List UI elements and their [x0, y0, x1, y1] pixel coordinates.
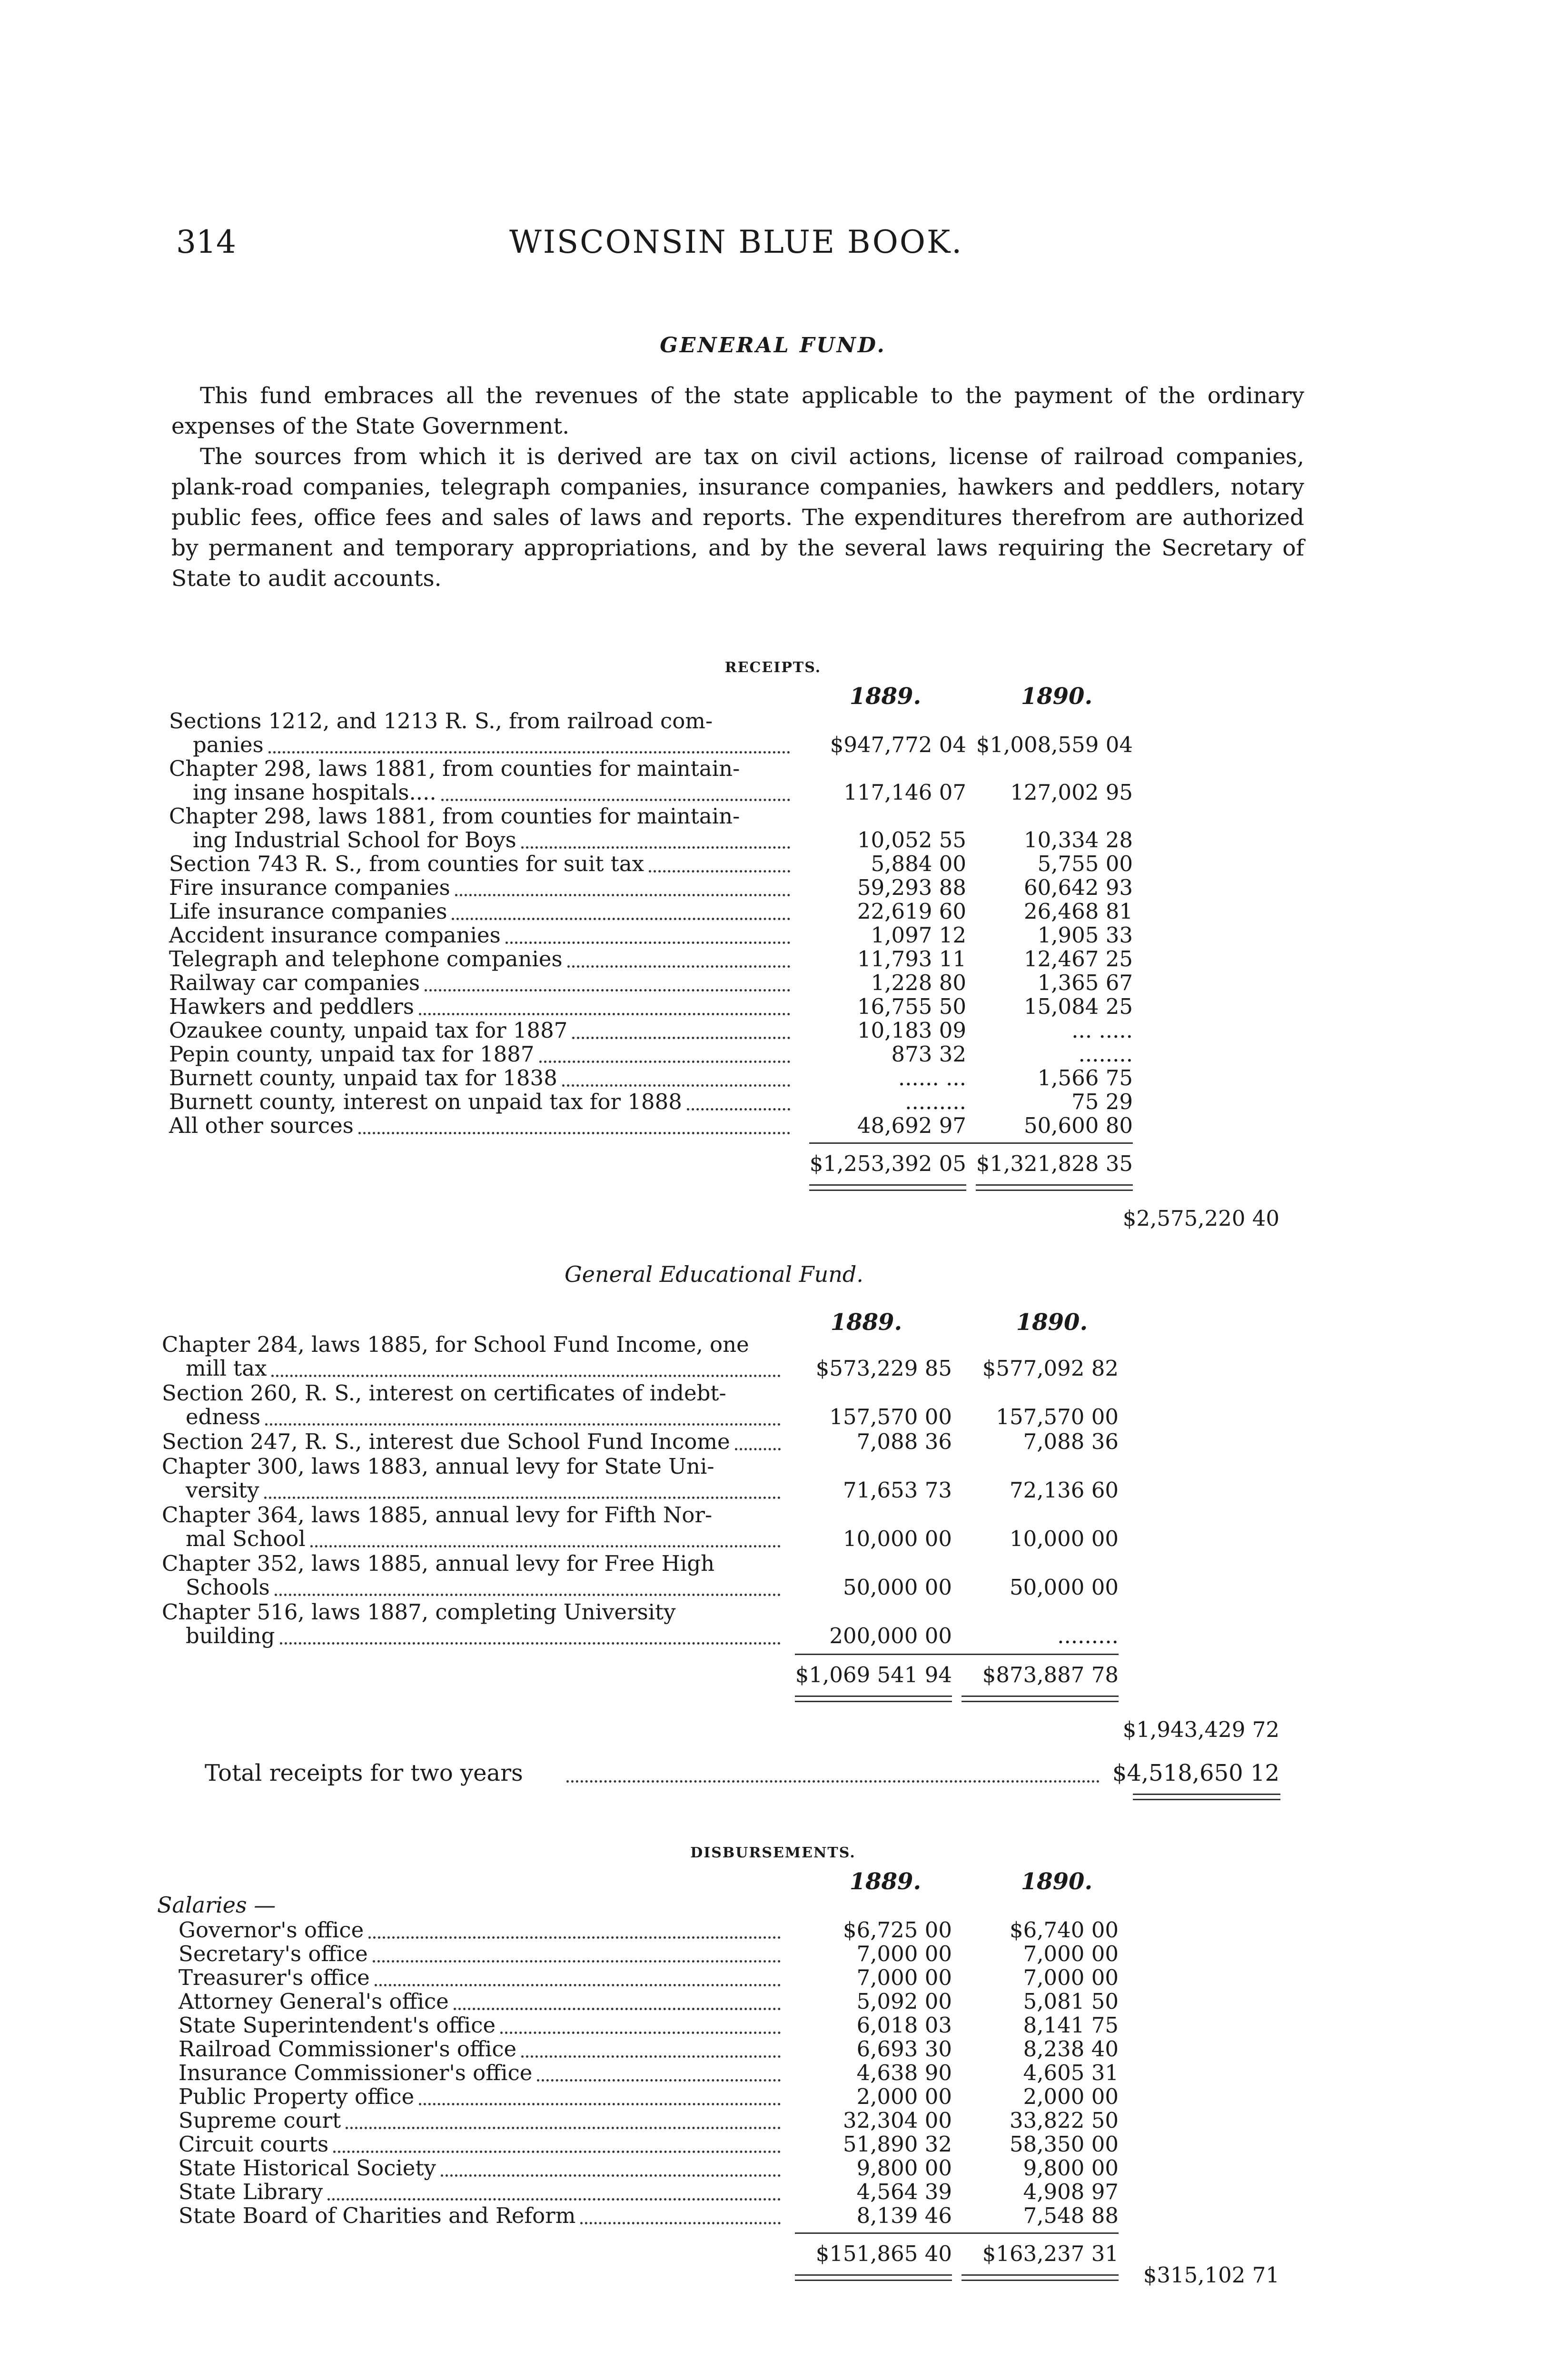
value-1889: 4,564 39: [856, 2179, 952, 2204]
subtotal-1889: $1,069 541 94: [795, 1662, 952, 1687]
value-1889: 6,693 30: [856, 2036, 952, 2062]
leader-dots: [687, 1108, 790, 1111]
value-1890: 12,467 25: [1023, 946, 1133, 972]
leader-dots: [572, 1037, 790, 1039]
table-row: [0, 2109, 1546, 2132]
paragraph-2: The sources from which it is derived are tax on civil actions, license of railroad companies, plank-road companies, telegraph companies, insurance companies, hawkers and peddlers, notary public fees, office fees and sales of laws and reports. The expenditures therefrom are authorized by permanent and temporary appropriations, and by the several laws requiring the Secretary of State to audit accounts.: [171, 444, 1304, 592]
table-row: [0, 781, 1546, 804]
subtotal-1890: $873,887 78: [982, 1662, 1119, 1687]
row-label: Chapter 300, laws 1883, annual levy for State Uni-: [162, 1454, 714, 1479]
grand-total-value: $2,575,220 40: [1122, 1206, 1279, 1231]
row-label: State Superintendent's office: [178, 2013, 496, 2038]
value-1890: 7,000 00: [1023, 1965, 1119, 1990]
leader-dots: [280, 1642, 781, 1645]
subtotal-rule: [795, 1654, 1119, 1655]
grand-total-row: [0, 2263, 1546, 2290]
table-row: [0, 1576, 1546, 1599]
subtotal-1889: $151,865 40: [815, 2241, 952, 2266]
value-1889: 200,000 00: [829, 1623, 952, 1648]
row-label: Burnett county, interest on unpaid tax for 1888: [169, 1089, 682, 1114]
value-1890: 50,600 80: [1023, 1113, 1133, 1138]
value-1889: 10,052 55: [857, 827, 966, 853]
row-label: Life insurance companies: [169, 899, 447, 924]
value-1889: ...... ...: [898, 1065, 966, 1091]
table-row: [0, 2156, 1546, 2180]
row-label-continued: ing insane hospitals....: [193, 780, 436, 805]
leader-dots: [735, 1448, 781, 1450]
receipts-year-1889: 1889.: [849, 683, 922, 710]
row-label: Circuit courts: [178, 2132, 329, 2157]
table-row: [0, 1918, 1546, 1942]
leader-dots: [358, 1132, 790, 1134]
value-1890: 9,800 00: [1023, 2155, 1119, 2181]
table-row: [0, 852, 1546, 876]
table-row: [0, 1357, 1546, 1380]
table-row: [0, 1381, 1546, 1405]
row-label: All other sources: [169, 1113, 354, 1138]
value-1890: 7,000 00: [1023, 1941, 1119, 1966]
table-row: [0, 1478, 1546, 1502]
row-label: Section 247, R. S., interest due School Fund Income: [162, 1429, 730, 1454]
double-rule: [976, 1184, 1133, 1191]
subtotal-1890: $1,321,828 35: [976, 1151, 1133, 1176]
value-1889: 71,653 73: [842, 1478, 952, 1503]
table-row: [0, 947, 1546, 971]
table-row: [0, 2180, 1546, 2204]
table-row: [0, 1966, 1546, 1990]
value-1889: $573,229 85: [815, 1356, 952, 1381]
page-number: 314: [176, 224, 236, 260]
value-1889: 50,000 00: [842, 1575, 952, 1600]
row-label-continued: Schools: [186, 1575, 270, 1600]
grand-total-row: [0, 1207, 1546, 1233]
educational-fund-heading: General Educational Fund.: [565, 1261, 863, 1287]
leader-dots: [268, 751, 790, 754]
value-1889: 6,018 03: [856, 2013, 952, 2038]
table-row: [0, 923, 1546, 947]
table-row: [0, 1066, 1546, 1090]
value-1890: 26,468 81: [1023, 899, 1133, 924]
double-rule: [1133, 1794, 1280, 1800]
value-1890: 4,908 97: [1023, 2179, 1119, 2204]
value-1890: 75 29: [1071, 1089, 1133, 1114]
leader-dots: [452, 918, 790, 920]
table-row: [0, 1405, 1546, 1429]
table-row: [0, 828, 1546, 852]
row-label: Section 743 R. S., from counties for suit tax: [169, 851, 644, 876]
value-1889: 10,183 09: [857, 1018, 966, 1043]
value-1890: 10,334 28: [1023, 827, 1133, 853]
value-1890: 8,238 40: [1023, 2036, 1119, 2062]
row-label: Fire insurance companies: [169, 875, 450, 900]
table-row: [0, 804, 1546, 828]
receipts-year-1890: 1890.: [1021, 683, 1093, 710]
subtotal-row: [0, 1152, 1546, 1178]
leader-dots: [264, 1497, 781, 1499]
subtotal-rule: [809, 1142, 1133, 1144]
leader-dots: [327, 2198, 781, 2201]
table-row: [0, 1527, 1546, 1551]
educational-year-1889: 1889.: [830, 1309, 902, 1336]
value-1889: $947,772 04: [830, 732, 966, 757]
table-row: [0, 1503, 1546, 1527]
table-row: [0, 2204, 1546, 2228]
value-1890: $6,740 00: [1009, 1917, 1119, 1943]
value-1889: 1,228 80: [871, 970, 966, 995]
row-label-continued: building: [186, 1623, 275, 1648]
value-1890: ........: [1078, 1041, 1133, 1067]
value-1889: 4,638 90: [856, 2060, 952, 2085]
table-row: [0, 876, 1546, 900]
leader-dots: [562, 1084, 790, 1087]
value-1890: 33,822 50: [1009, 2108, 1119, 2133]
value-1889: 117,146 07: [843, 780, 966, 805]
table-row: [0, 709, 1546, 733]
value-1889: 59,293 88: [857, 875, 966, 900]
value-1890: $1,008,559 04: [976, 732, 1133, 757]
leader-dots: [441, 799, 790, 801]
value-1890: 15,084 25: [1023, 994, 1133, 1019]
row-label: Supreme court: [178, 2108, 341, 2133]
row-label: Section 260, R. S., interest on certificates of indebt-: [162, 1380, 726, 1406]
value-1890: 1,905 33: [1037, 922, 1133, 948]
grand-total-value: $315,102 71: [1143, 2262, 1279, 2288]
table-row: [0, 971, 1546, 995]
value-1889: 7,000 00: [856, 1965, 952, 1990]
value-1889: 22,619 60: [857, 899, 966, 924]
double-rule: [961, 1696, 1119, 1702]
leader-dots: [580, 2222, 781, 2224]
subtotal-rule: [795, 2232, 1119, 2234]
receipts-heading: RECEIPTS.: [724, 659, 822, 676]
leader-dots: [275, 1594, 781, 1596]
leader-dots: [419, 2103, 781, 2105]
leader-dots: [537, 2079, 781, 2082]
disbursements-year-1890: 1890.: [1021, 1868, 1093, 1895]
total-receipts-row: [0, 1761, 1546, 1790]
value-1890: 5,081 50: [1023, 1989, 1119, 2014]
value-1889: 7,000 00: [856, 1941, 952, 1966]
row-label: Chapter 516, laws 1887, completing University: [162, 1599, 676, 1625]
leader-dots: [310, 1545, 781, 1547]
table-row: [0, 1552, 1546, 1576]
row-label: Railroad Commissioner's office: [178, 2036, 517, 2062]
row-label: Public Property office: [178, 2084, 415, 2109]
table-row: [0, 2037, 1546, 2061]
row-label: Chapter 284, laws 1885, for School Fund Income, one: [162, 1332, 749, 1357]
leader-dots: [454, 2008, 781, 2010]
row-label-continued: mill tax: [186, 1356, 267, 1381]
educational-year-1890: 1890.: [1016, 1309, 1088, 1336]
table-row: [0, 995, 1546, 1019]
row-label: Pepin county, unpaid tax for 1887: [169, 1041, 535, 1067]
leader-dots: [500, 2032, 781, 2034]
leader-dots: [441, 2174, 781, 2177]
disbursements-heading: DISBURSEMENTS.: [690, 1844, 856, 1861]
row-label: Governor's office: [178, 1917, 364, 1943]
row-label: Chapter 352, laws 1885, annual levy for Free High: [162, 1551, 715, 1576]
table-row: [0, 1990, 1546, 2013]
leader-dots: [425, 989, 790, 992]
general-fund-title: GENERAL FUND.: [660, 333, 886, 357]
row-label: Attorney General's office: [178, 1989, 449, 2014]
table-row: [0, 733, 1546, 757]
leader-dots: [521, 2055, 781, 2058]
row-label: Burnett county, unpaid tax for 1838: [169, 1065, 557, 1091]
value-1889: 2,000 00: [856, 2084, 952, 2109]
book-title: WISCONSIN BLUE BOOK.: [509, 224, 963, 260]
value-1890: 1,566 75: [1037, 1065, 1133, 1091]
row-label-continued: panies: [193, 732, 264, 757]
leader-dots: [566, 1780, 1100, 1783]
subtotal-1890: $163,237 31: [982, 2241, 1119, 2266]
value-1889: 10,000 00: [842, 1526, 952, 1551]
row-label: Insurance Commissioner's office: [178, 2060, 533, 2085]
table-row: [0, 2013, 1546, 2037]
value-1889: 7,088 36: [856, 1429, 952, 1454]
table-row: [0, 1600, 1546, 1624]
leader-dots: [271, 1375, 781, 1377]
leader-dots: [265, 1423, 781, 1426]
total-receipts-label: Total receipts for two years: [205, 1760, 523, 1786]
row-label: Railway car companies: [169, 970, 420, 995]
value-1889: 32,304 00: [842, 2108, 952, 2133]
value-1890: 72,136 60: [1009, 1478, 1119, 1503]
table-row: [0, 1019, 1546, 1042]
value-1890: 157,570 00: [996, 1404, 1119, 1429]
value-1889: 51,890 32: [842, 2132, 952, 2157]
disbursements-year-1889: 1889.: [849, 1868, 922, 1895]
value-1889: 8,139 46: [856, 2203, 952, 2228]
value-1890: .........: [1057, 1623, 1119, 1648]
row-label: Sections 1212, and 1213 R. S., from railroad com-: [169, 708, 713, 734]
table-row: [0, 900, 1546, 923]
table-row: [0, 1090, 1546, 1114]
value-1890: 1,365 67: [1037, 970, 1133, 995]
table-row: [0, 2061, 1546, 2085]
grand-total-row: [0, 1718, 1546, 1744]
row-label: State Board of Charities and Reform: [178, 2203, 576, 2228]
leader-dots: [333, 2151, 781, 2153]
value-1890: 50,000 00: [1009, 1575, 1119, 1600]
table-row: [0, 1042, 1546, 1066]
table-row: [0, 2132, 1546, 2156]
value-1890: 5,755 00: [1037, 851, 1133, 876]
value-1889: 5,884 00: [871, 851, 966, 876]
value-1890: 2,000 00: [1023, 2084, 1119, 2109]
value-1889: .........: [905, 1089, 966, 1114]
value-1889: 9,800 00: [856, 2155, 952, 2181]
value-1890: $577,092 82: [982, 1356, 1119, 1381]
value-1889: 48,692 97: [857, 1113, 966, 1138]
value-1890: 8,141 75: [1023, 2013, 1119, 2038]
table-row: [0, 1942, 1546, 1966]
row-label: Chapter 298, laws 1881, from counties for maintain-: [169, 756, 740, 781]
row-label-continued: ing Industrial School for Boys: [193, 827, 516, 853]
table-row: [0, 1114, 1546, 1138]
row-label: Telegraph and telephone companies: [169, 946, 563, 972]
leader-dots: [373, 1960, 781, 1963]
value-1889: 873 32: [891, 1041, 966, 1067]
table-row: [0, 2085, 1546, 2109]
row-label: Secretary's office: [178, 1941, 368, 1966]
subtotal-1889: $1,253,392 05: [809, 1151, 966, 1176]
table-row: [0, 757, 1546, 781]
row-label: State Historical Society: [178, 2155, 436, 2181]
leader-dots: [521, 846, 790, 849]
row-label: Treasurer's office: [178, 1965, 370, 1990]
leader-dots: [455, 894, 790, 896]
value-1889: 1,097 12: [871, 922, 966, 948]
value-1889: 16,755 50: [857, 994, 966, 1019]
general-fund-description: [171, 381, 1304, 594]
value-1890: ... .....: [1071, 1018, 1133, 1043]
value-1890: 4,605 31: [1023, 2060, 1119, 2085]
double-rule: [795, 1696, 952, 1702]
value-1890: 10,000 00: [1009, 1526, 1119, 1551]
table-row: [0, 1333, 1546, 1357]
leader-dots: [346, 2127, 781, 2129]
row-label-continued: edness: [186, 1404, 261, 1429]
row-label: Chapter 298, laws 1881, from counties for maintain-: [169, 803, 740, 829]
paragraph-1: This fund embraces all the revenues of the state applicable to the payment of the ordinary expenses of the State Government.: [171, 383, 1304, 439]
row-label: Chapter 364, laws 1885, annual levy for Fifth Nor-: [162, 1502, 713, 1527]
leader-dots: [649, 870, 790, 873]
subtotal-row: [0, 1663, 1546, 1689]
table-row: [0, 1624, 1546, 1648]
value-1889: 11,793 11: [857, 946, 966, 972]
row-label-continued: versity: [186, 1478, 259, 1503]
row-label: Hawkers and peddlers: [169, 994, 414, 1019]
row-label: Accident insurance companies: [169, 922, 501, 948]
value-1890: 60,642 93: [1023, 875, 1133, 900]
leader-dots: [539, 1061, 790, 1063]
row-label-continued: mal School: [186, 1526, 306, 1551]
value-1889: 5,092 00: [856, 1989, 952, 2014]
salaries-label: Salaries —: [157, 1892, 276, 1918]
leader-dots: [419, 1013, 790, 1015]
value-1890: 58,350 00: [1009, 2132, 1119, 2157]
row-label: Ozaukee county, unpaid tax for 1887: [169, 1018, 568, 1043]
leader-dots: [505, 942, 790, 944]
table-row: [0, 1430, 1546, 1454]
value-1890: 127,002 95: [1010, 780, 1133, 805]
leader-dots: [368, 1936, 781, 1939]
row-label: State Library: [178, 2179, 323, 2204]
value-1889: 157,570 00: [829, 1404, 952, 1429]
table-row: [0, 1455, 1546, 1478]
value-1890: 7,548 88: [1023, 2203, 1119, 2228]
total-receipts-value: $4,518,650 12: [1112, 1760, 1279, 1786]
value-1889: $6,725 00: [842, 1917, 952, 1943]
grand-total-value: $1,943,429 72: [1122, 1717, 1279, 1742]
leader-dots: [567, 965, 790, 968]
double-rule: [809, 1184, 966, 1191]
leader-dots: [375, 1984, 781, 1986]
value-1890: 7,088 36: [1023, 1429, 1119, 1454]
